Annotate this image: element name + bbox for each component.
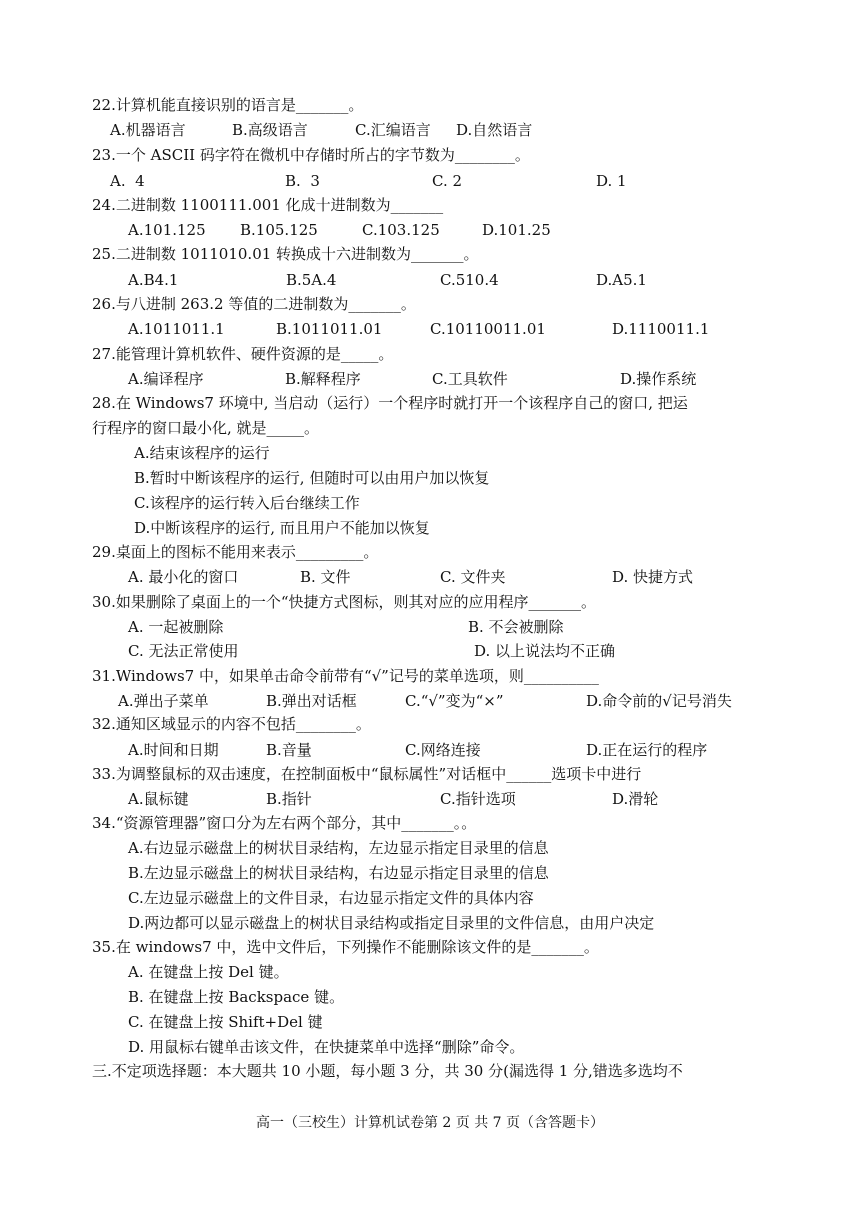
question-28-option-d: D.中断该程序的运行, 而且用户不能加以恢复: [134, 519, 430, 537]
question-22-option-b: B.高级语言: [232, 121, 308, 139]
section-3-heading: 三.不定项选择题：本大题共 10 小题，每小题 3 分，共 30 分(漏选得 1 分,错选多选均不: [92, 1062, 683, 1080]
question-32-option-b: B.音量: [266, 741, 312, 759]
question-23-option-c: C. 2: [432, 172, 463, 190]
question-27-option-c: C.工具软件: [432, 370, 508, 388]
question-33-option-c: C.指针选项: [440, 790, 516, 808]
question-22-option-c: C.汇编语言: [355, 121, 431, 139]
question-34-option-b: B.左边显示磁盘上的树状目录结构，右边显示指定目录里的信息: [128, 864, 549, 882]
question-26-option-b: B.1011011.01: [276, 320, 383, 338]
question-27-option-a: A.编译程序: [128, 370, 204, 388]
question-26-stem: 26.与八进制 263.2 等值的二进制数为_______。: [92, 295, 416, 313]
question-30-option-a: A. 一起被删除: [128, 618, 224, 636]
question-29-option-c: C. 文件夹: [440, 568, 506, 586]
question-28-option-a: A.结束该程序的运行: [134, 444, 270, 462]
question-24-option-b: B.105.125: [240, 221, 318, 239]
question-35-stem: 35.在 windows7 中，选中文件后，下列操作不能删除该文件的是_______。: [92, 938, 599, 956]
question-35-option-b: B. 在键盘上按 Backspace 键。: [128, 988, 345, 1006]
question-34-option-c: C.左边显示磁盘上的文件目录，右边显示指定文件的具体内容: [128, 889, 534, 907]
question-30-option-b: B. 不会被删除: [468, 618, 564, 636]
question-28-option-b: B.暂时中断该程序的运行, 但随时可以由用户加以恢复: [134, 469, 490, 487]
question-33-option-d: D.滑轮: [612, 790, 659, 808]
question-31-option-b: B.弹出对话框: [266, 692, 357, 710]
question-27-stem: 27.能管理计算机软件、硬件资源的是_____。: [92, 345, 394, 363]
question-22-option-d: D.自然语言: [456, 121, 533, 139]
question-29-option-d: D. 快捷方式: [612, 568, 694, 586]
question-22-stem: 22.计算机能直接识别的语言是_______。: [92, 96, 364, 114]
question-35-option-a: A. 在键盘上按 Del 键。: [128, 963, 289, 981]
question-28-option-c: C.该程序的运行转入后台继续工作: [134, 494, 360, 512]
question-24-option-c: C.103.125: [362, 221, 440, 239]
question-25-option-a: A.B4.1: [128, 271, 179, 289]
question-23-option-a: A. 4: [110, 172, 145, 190]
question-25-stem: 25.二进制数 1011010.01 转换成十六进制数为_______。: [92, 245, 479, 263]
question-35-option-d: D. 用鼠标右键单击该文件，在快捷菜单中选择“删除”命令。: [128, 1038, 525, 1056]
question-32-stem: 32.通知区域显示的内容不包括________。: [92, 715, 371, 733]
question-27-option-d: D.操作系统: [620, 370, 697, 388]
question-23-option-d: D. 1: [596, 172, 627, 190]
question-31-stem: 31.Windows7 中，如果单击命令前带有“√”记号的菜单选项，则__________: [92, 667, 599, 685]
question-29-option-b: B. 文件: [300, 568, 351, 586]
question-32-option-d: D.正在运行的程序: [586, 741, 708, 759]
question-29-stem: 29.桌面上的图标不能用来表示_________。: [92, 543, 379, 561]
question-32-option-a: A.时间和日期: [128, 741, 219, 759]
page-footer: 高一（三校生）计算机试卷第 2 页 共 7 页（含答题卡）: [255, 1115, 605, 1131]
question-31-option-a: A.弹出子菜单: [118, 692, 209, 710]
question-30-option-d: D. 以上说法均不正确: [474, 642, 616, 660]
question-35-option-c: C. 在键盘上按 Shift+Del 键: [128, 1013, 323, 1031]
question-22-option-a: A.机器语言: [110, 121, 186, 139]
question-29-option-a: A. 最小化的窗口: [128, 568, 239, 586]
question-25-option-d: D.A5.1: [596, 271, 647, 289]
question-31-option-d: D.命令前的√记号消失: [586, 692, 732, 710]
question-34-option-d: D.两边都可以显示磁盘上的树状目录结构或指定目录里的文件信息，由用户决定: [128, 914, 655, 932]
question-24-option-a: A.101.125: [128, 221, 206, 239]
question-24-stem: 24.二进制数 1100111.001 化成十进制数为_______: [92, 196, 444, 214]
question-34-stem: 34.“资源管理器”窗口分为左右两个部分，其中_______。。: [92, 814, 477, 832]
question-28-stem-line-1: 28.在 Windows7 环境中, 当启动（运行）一个程序时就打开一个该程序自己的窗口, 把运: [92, 394, 688, 412]
question-32-option-c: C.网络连接: [405, 741, 481, 759]
question-28-stem-line-2: 行程序的窗口最小化, 就是_____。: [92, 419, 320, 437]
question-26-option-a: A.1011011.1: [128, 320, 225, 338]
question-27-option-b: B.解释程序: [285, 370, 361, 388]
question-26-option-d: D.1110011.1: [612, 320, 710, 338]
question-33-option-b: B.指针: [266, 790, 312, 808]
question-31-option-c: C.“√”变为“×”: [405, 692, 504, 710]
question-30-option-c: C. 无法正常使用: [128, 642, 239, 660]
question-33-stem: 33.为调整鼠标的双击速度，在控制面板中“鼠标属性”对话框中______选项卡中进行: [92, 765, 642, 783]
question-26-option-c: C.10110011.01: [430, 320, 546, 338]
question-23-stem: 23.一个 ASCII 码字符在微机中存储时所占的字节数为________。: [92, 146, 530, 164]
question-33-option-a: A.鼠标键: [128, 790, 189, 808]
question-30-stem: 30.如果删除了桌面上的一个“快捷方式图标，则其对应的应用程序_______。: [92, 593, 597, 611]
question-25-option-c: C.510.4: [440, 271, 499, 289]
question-34-option-a: A.右边显示磁盘上的树状目录结构，左边显示指定目录里的信息: [128, 839, 549, 857]
question-23-option-b: B. 3: [285, 172, 320, 190]
question-25-option-b: B.5A.4: [286, 271, 337, 289]
question-24-option-d: D.101.25: [482, 221, 551, 239]
